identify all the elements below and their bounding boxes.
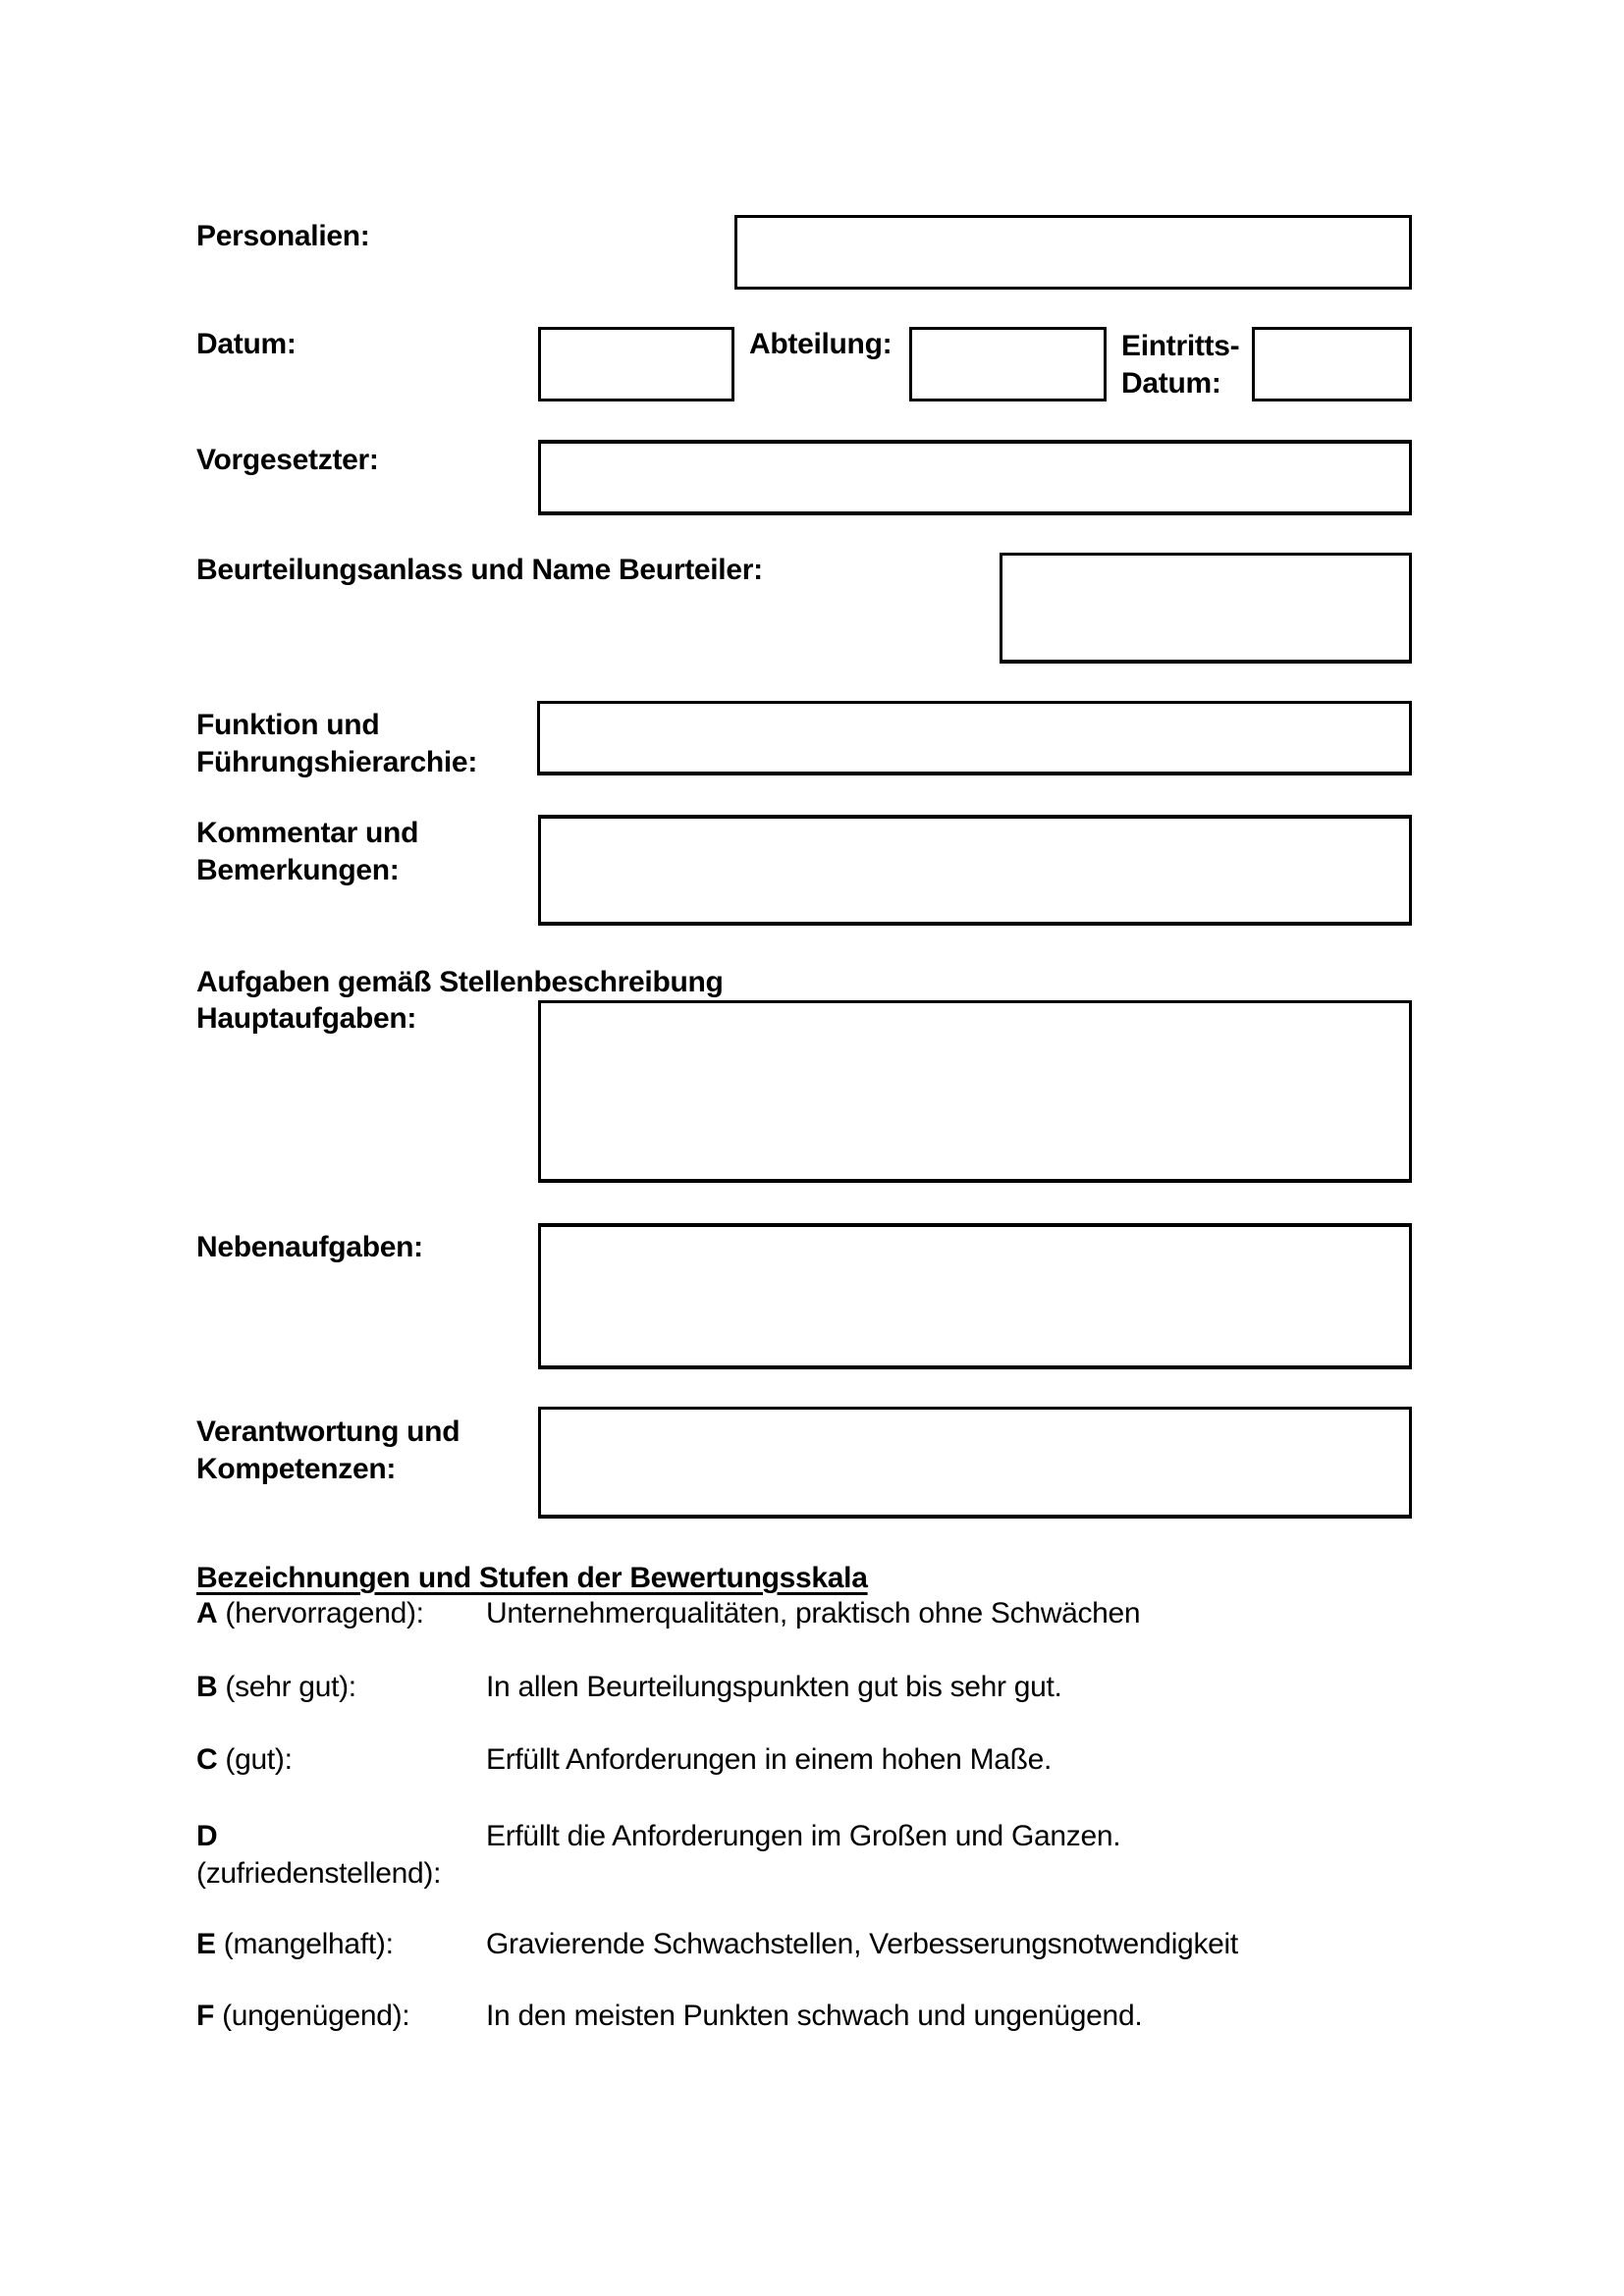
vorgesetzter-label: Vorgesetzter: <box>196 444 379 476</box>
beurteilungsanlass-label: Beurteilungsanlass und Name Beurteiler: <box>196 554 763 586</box>
verantwortung-label <box>196 1414 460 1488</box>
scale-description-f: In den meisten Punkten schwach und ungenügend. <box>486 2000 1143 2032</box>
scale-label-c <box>196 1741 461 1779</box>
scale-name-c: (gut): <box>225 1743 293 1776</box>
funktion-input-box[interactable] <box>537 701 1412 775</box>
verantwortung-label-line2: Kompetenzen: <box>196 1453 397 1485</box>
eintrittsdatum-label-line2: Datum: <box>1121 367 1221 400</box>
scale-name-e: (mangelhaft): <box>223 1928 394 1960</box>
hauptaufgaben-label: Hauptaufgaben: <box>196 1002 417 1035</box>
scale-label-e <box>196 1926 461 1963</box>
personalien-input-box[interactable] <box>734 215 1412 290</box>
eintrittsdatum-label-line1: Eintritts- <box>1121 330 1240 362</box>
scale-grade-b: B <box>196 1671 218 1703</box>
scale-grade-f: F <box>196 2000 215 2032</box>
scale-grade-d: D <box>196 1820 218 1852</box>
datum-label: Datum: <box>196 328 297 360</box>
funktion-label-line2: Führungshierarchie: <box>196 746 478 778</box>
verantwortung-label-line1: Verantwortung und <box>196 1415 460 1448</box>
eintrittsdatum-input-box[interactable] <box>1252 327 1412 401</box>
scale-description-e: Gravierende Schwachstellen, Verbesserungsnotwendigkeit <box>486 1928 1238 1960</box>
scale-description-c: Erfüllt Anforderungen in einem hohen Maße. <box>486 1743 1053 1776</box>
scale-description-b: In allen Beurteilungspunkten gut bis sehr gut. <box>486 1671 1062 1703</box>
eintrittsdatum-label <box>1121 328 1239 402</box>
nebenaufgaben-label: Nebenaufgaben: <box>196 1231 423 1263</box>
scale-name-a: (hervorragend): <box>225 1597 424 1629</box>
scale-grade-c: C <box>196 1743 218 1776</box>
scale-grade-e: E <box>196 1928 216 1960</box>
kommentar-label-line1: Kommentar und <box>196 817 419 849</box>
nebenaufgaben-input-box[interactable] <box>538 1223 1412 1369</box>
scale-description-a: Unternehmerqualitäten, praktisch ohne Schwächen <box>486 1597 1141 1629</box>
kommentar-label-line2: Bemerkungen: <box>196 854 400 886</box>
bewertungsskala-heading: Bezeichnungen und Stufen der Bewertungsskala <box>196 1562 868 1594</box>
abteilung-label: Abteilung: <box>749 328 893 360</box>
scale-name-d: (zufriedenstellend): <box>196 1857 442 1890</box>
vorgesetzter-input-box[interactable] <box>538 440 1412 515</box>
kommentar-label <box>196 815 418 889</box>
scale-label-b <box>196 1669 461 1706</box>
scale-label-d <box>196 1818 461 1893</box>
scale-grade-a: A <box>196 1597 218 1629</box>
kommentar-input-box[interactable] <box>538 815 1412 926</box>
datum-input-box[interactable] <box>538 327 734 401</box>
aufgaben-heading: Aufgaben gemäß Stellenbeschreibung <box>196 966 724 998</box>
hauptaufgaben-input-box[interactable] <box>538 1000 1412 1183</box>
funktion-label-line1: Funktion und <box>196 709 380 741</box>
scale-name-f: (ungenügend): <box>222 2000 410 2032</box>
scale-label-f <box>196 1998 461 2035</box>
beurteilungsanlass-input-box[interactable] <box>1000 553 1412 664</box>
scale-description-d: Erfüllt die Anforderungen im Großen und Ganzen. <box>486 1820 1121 1852</box>
personalien-label: Personalien: <box>196 220 370 252</box>
abteilung-input-box[interactable] <box>909 327 1107 401</box>
verantwortung-input-box[interactable] <box>538 1407 1412 1519</box>
scale-name-b: (sehr gut): <box>225 1671 356 1703</box>
funktion-label <box>196 707 477 781</box>
scale-label-a <box>196 1595 461 1632</box>
